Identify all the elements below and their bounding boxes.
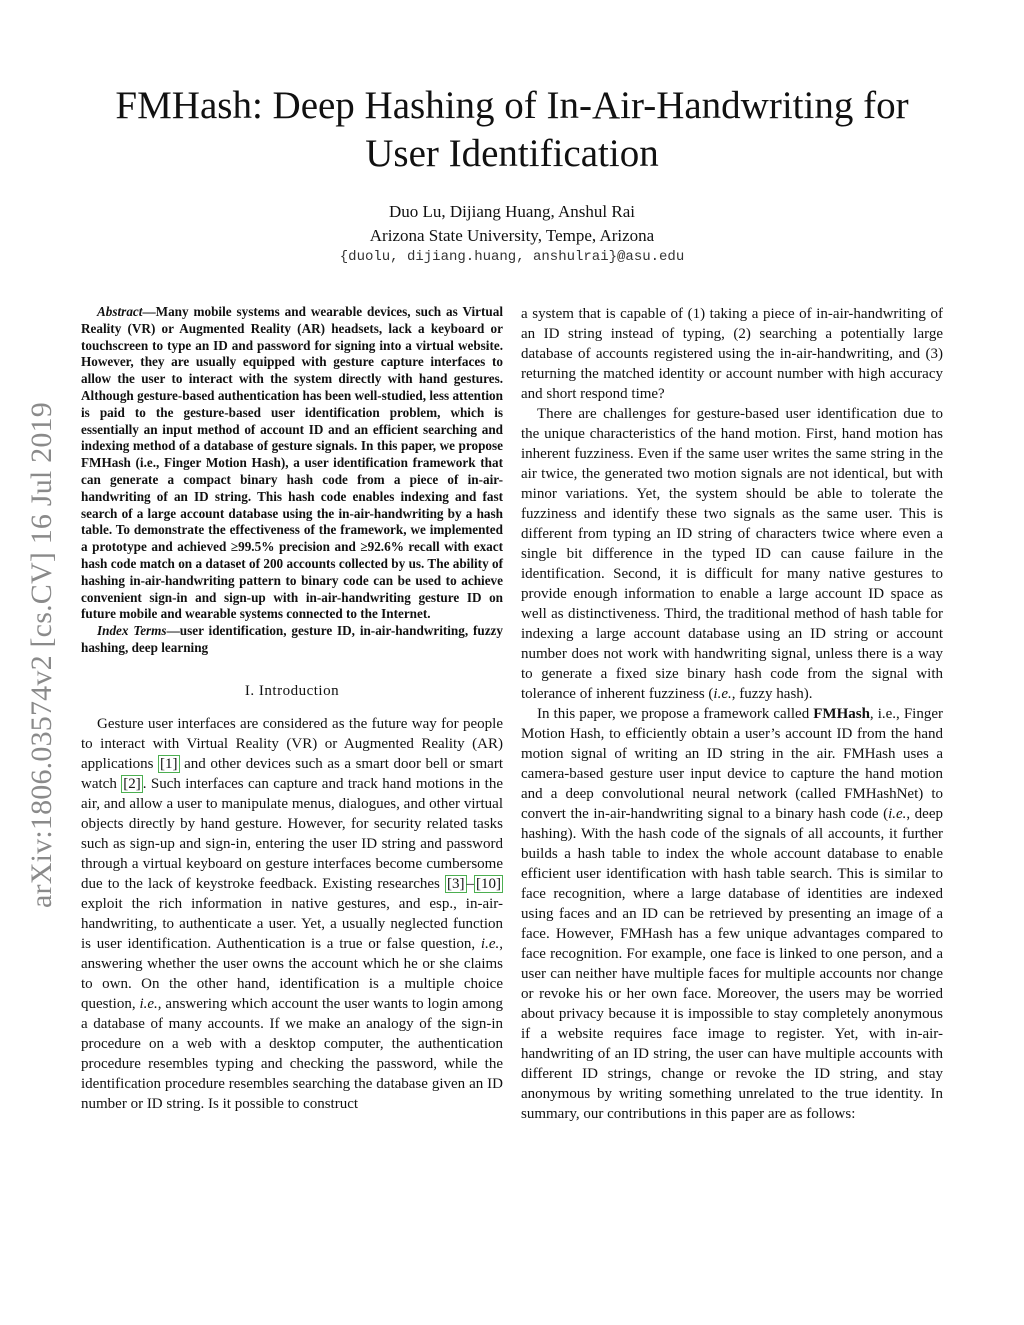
citation-link[interactable]: [10] xyxy=(476,875,501,892)
paper-title xyxy=(60,82,964,178)
intro-paragraph-1-continued: a system that is capable of (1) taking a piece of in-air-handwriting of an ID string instead of typing, (2) searching a potentially large database of accounts registered using the in-air-handwriting, and (3) returning the matched identity or account number with high accuracy and short respond time? xyxy=(521,306,943,402)
abstract xyxy=(81,304,503,623)
arxiv-identifier: arXiv:1806.03574v2 [cs.CV] 16 Jul 2019 xyxy=(25,402,58,908)
arxiv-sidebar-stamp xyxy=(22,365,62,945)
abstract-label: Abstract xyxy=(97,304,143,319)
citation-link[interactable]: [3] xyxy=(447,875,465,892)
left-column xyxy=(81,304,503,1114)
index-terms xyxy=(81,623,503,657)
section-heading-introduction: I. Introduction xyxy=(244,682,340,699)
citation-link[interactable]: [1] xyxy=(160,755,178,772)
fmhash-keyword: FMHash xyxy=(813,706,870,722)
author-affiliation: Arizona State University, Tempe, Arizona xyxy=(369,226,655,245)
author-emails: {duolu, dijiang.huang, anshulrai}@asu.edu xyxy=(339,249,685,265)
index-terms-label: Index Terms xyxy=(97,623,167,639)
intro-paragraph-2: There are challenges for gesture-based user identification due to the unique characteristics of the hand motion. First, hand motion has inherent fuzziness. Even if the same user writes the same string in the air twice, the generated two motion signals are not identical, but with minor variations. Yet, the system should be able to tolerate the fuzziness and identify these two signals as the same user. This is different from typing an ID string of characters twice where even a single bit difference in the typed ID can cause failure in the identification. Second, it is difficult for many native gestures to provide enough information to enable a large account ID space as well as distinctiveness. Third, the traditional method of hash table for indexing a large account database using an ID string or account number does not work with handwriting signal, unless there is a way to generate a fixed size binary hash code from the signal with tolerance of inherent fuzziness (i.e., fuzzy hash). xyxy=(521,406,943,702)
intro-paragraph-3: In this paper, we propose a framework called FMHash, i.e., Finger Motion Hash, to efficiently obtain a user’s account ID from the hand motion signal of writing an ID string in the air. FMHash uses a camera-based gesture user input device to capture the hand motion and a deep convolutional neural network (called FMHashNet) to convert the in-air-handwriting signal to a binary hash code (i.e., deep hashing). With the hash code of the signals of all accounts, it further builds a hash table to index the whole account database to enable efficient user identification with hash table search. This is similar to face recognition, where a large database of identities are indexed using faces and an ID can be retrieved by presenting an image of a face. However, FMHash has a few unique advantages compared to face recognition. For example, one face is linked to one person, and a user can neither have multiple faces for multiple accounts nor change or revoke his or her own face. Moreover, the users may be worried about privacy because it is impossible to stay completely anonymous if a website requires face image to register. Yet, with in-air-handwriting of an ID string, the user can have multiple accounts with different ID strings, change or revoke the ID string, and stay anonymous by writing something unrelated to the true identity. In summary, our contributions in this paper are as follows: xyxy=(521,706,944,1122)
index-terms-text: —user identification, gesture ID, in-air-handwriting, fuzzy hashing, deep learning xyxy=(81,623,504,655)
abstract-text: —Many mobile systems and wearable devices, such as Virtual Reality (VR) or Augmented Reality (AR) headsets, lack a keyboard or touchscreen to type an ID and password for signing into a virtual website. However, they are usually equipped with gesture capture interfaces to allow the user to interact with the system directly with hand gestures. Although gesture-based authentication has been well-studied, less attention is paid to the gesture-based user identification problem, which is essentially an input method of account ID and an efficient searching and indexing method of a database of gesture signals. In this paper, we propose FMHash (i.e., Finger Motion Hash), a user identification framework that can generate a compact binary hash code from a piece of in-air-handwriting of an ID string. This hash code enables indexing and fast search of a large account database using the in-air-handwriting by a hash table. To demonstrate the effectiveness of the framework, we implemented a prototype and achieved ≥99.5% precision and ≥92.6% recall with exact hash code match on a dataset of 200 accounts collected by us. The ability of hashing in-air-handwriting pattern to binary code can be used to achieve convenient sign-in and sign-up with in-air-handwriting gesture ID on future mobile and wearable systems connected to the Internet. xyxy=(81,304,503,622)
author-names: Duo Lu, Dijiang Huang, Anshul Rai xyxy=(388,202,635,221)
paper-title-line-2: User Identification xyxy=(365,132,659,175)
right-column xyxy=(521,304,943,1124)
intro-paragraph-1: Gesture user interfaces are considered as the future way for people to interact with Virtual Reality (VR) or Augmented Reality (AR) applications [1] and other devices such as a smart door bell or smart watch [2] . Such interfaces can capture and track hand motions in the air, and allow a user to manipulate menus, dialogues, and other virtual objects directly by hand gesture. However, for security related tasks such as sign-up and sign-in, entering the user ID string and password through a virtual keyboard on gesture interfaces become cumbersome due to the lack of keystroke feedback. Existing researches [3] – [10] exploit the rich information in native gestures, and esp., in-air-handwriting, to authenticate a user. Yet, a usually neglected function is user identification. Authentication is a true or false question, i.e., answering whether the user owns the account which he or she claims to own. On the other hand, identification is a multiple choice question, i.e., answering which account the user wants to login among a database of many accounts. If we make an analogy of the sign-in procedure on a web with a desktop computer, the authentication procedure resembles typing and checking the password, while the identification procedure resembles searching the database given an ID number or ID string. Is it possible to construct xyxy=(81,715,503,1112)
paper-title-line-1: FMHash: Deep Hashing of In-Air-Handwriting for xyxy=(115,84,909,127)
author-block xyxy=(60,200,964,248)
citation-link[interactable]: [2] xyxy=(123,775,141,792)
